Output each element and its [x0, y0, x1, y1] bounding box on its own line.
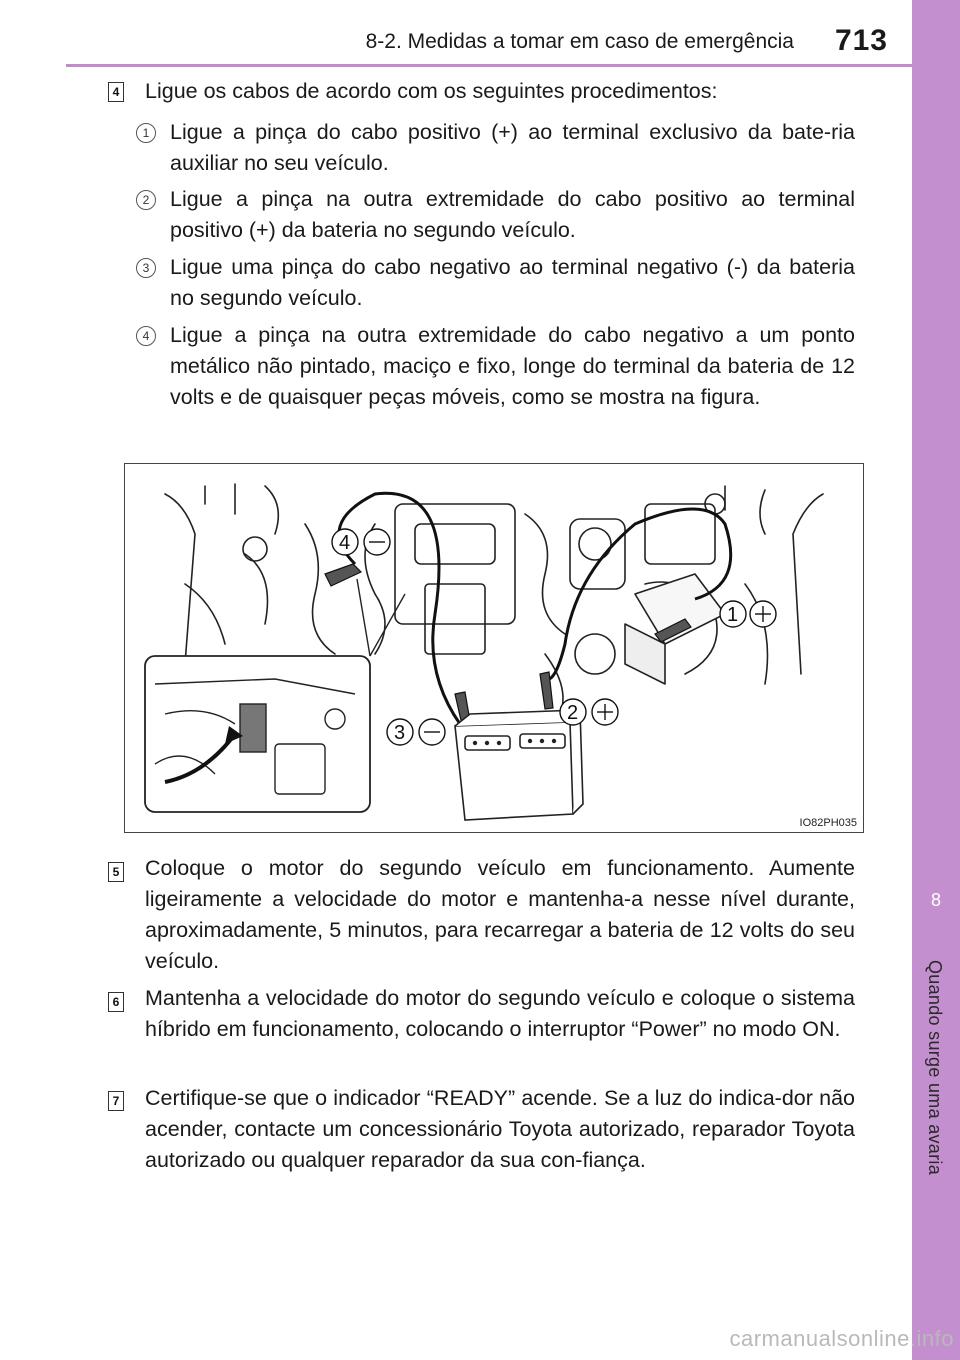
svg-text:1: 1 — [727, 604, 739, 626]
substep-number: 4 — [136, 326, 156, 346]
watermark: carmanualsonline.info — [729, 1326, 954, 1351]
header-rule — [66, 64, 912, 67]
step-text: Certifique-se que o indicador “READY” acende. Se a luz do indica-dor não acender, contacte um concessionário Toyota autorizado, reparador Toyota autorizado ou qualquer reparador da sua con-fiança. — [145, 1086, 855, 1172]
step-number-box: 5 — [108, 862, 124, 882]
step-number-box: 4 — [108, 82, 124, 102]
step-text: Ligue os cabos de acordo com os seguintes procedimentos: — [145, 79, 718, 103]
substep-text: Ligue a pinça na outra extremidade do cabo negativo a um ponto metálico não pintado, maciço e fixo, longe do terminal da bateria de 12 volts e de quaisquer peças móveis, como se mostra na figura. — [170, 323, 855, 409]
chapter-title: Quando surge uma avaria — [925, 960, 945, 1176]
substep-text: Ligue uma pinça do cabo negativo ao terminal negativo (-) da bateria no segundo veículo. — [170, 255, 855, 310]
step-number-box: 7 — [108, 1091, 124, 1111]
svg-text:4: 4 — [339, 532, 351, 554]
jump-start-figure — [124, 463, 864, 833]
callout-4 — [332, 529, 390, 555]
substep-text: Ligue a pinça na outra extremidade do cabo positivo ao terminal positivo (+) da bateria no segundo veículo. — [170, 187, 855, 242]
substep-number: 2 — [136, 190, 156, 210]
substep-text: Ligue a pinça do cabo positivo (+) ao terminal exclusivo da bate-ria auxiliar no seu veículo. — [170, 120, 855, 175]
svg-text:2: 2 — [567, 702, 579, 724]
svg-text:3: 3 — [394, 722, 406, 744]
page-header — [0, 0, 912, 66]
inset-detail — [145, 656, 370, 812]
chapter-number: 8 — [930, 890, 941, 910]
callout-2 — [560, 699, 618, 725]
chapter-side-tab — [912, 0, 960, 1360]
engine-bay-illustration — [125, 464, 863, 832]
step-number-box: 6 — [108, 992, 124, 1012]
step-text: Coloque o motor do segundo veículo em funcionamento. Aumente ligeiramente a velocidade do motor e mantenha-a nesse nível durante, aproximadamente, 5 minutos, para recarregar a bateria de 12 volts do seu veículo. — [145, 856, 855, 973]
substep-number: 3 — [136, 258, 156, 278]
callout-1 — [720, 601, 776, 627]
section-title: 8-2. Medidas a tomar em caso de emergência — [365, 30, 794, 53]
step-text: Mantenha a velocidade do motor do segundo veículo e coloque o sistema híbrido em funcionamento, colocando o interruptor “Power” no modo ON. — [145, 986, 855, 1041]
figure-code: IO82PH035 — [799, 817, 857, 829]
page-number: 713 — [834, 24, 888, 57]
callout-3 — [387, 719, 445, 745]
substep-number: 1 — [136, 123, 156, 143]
